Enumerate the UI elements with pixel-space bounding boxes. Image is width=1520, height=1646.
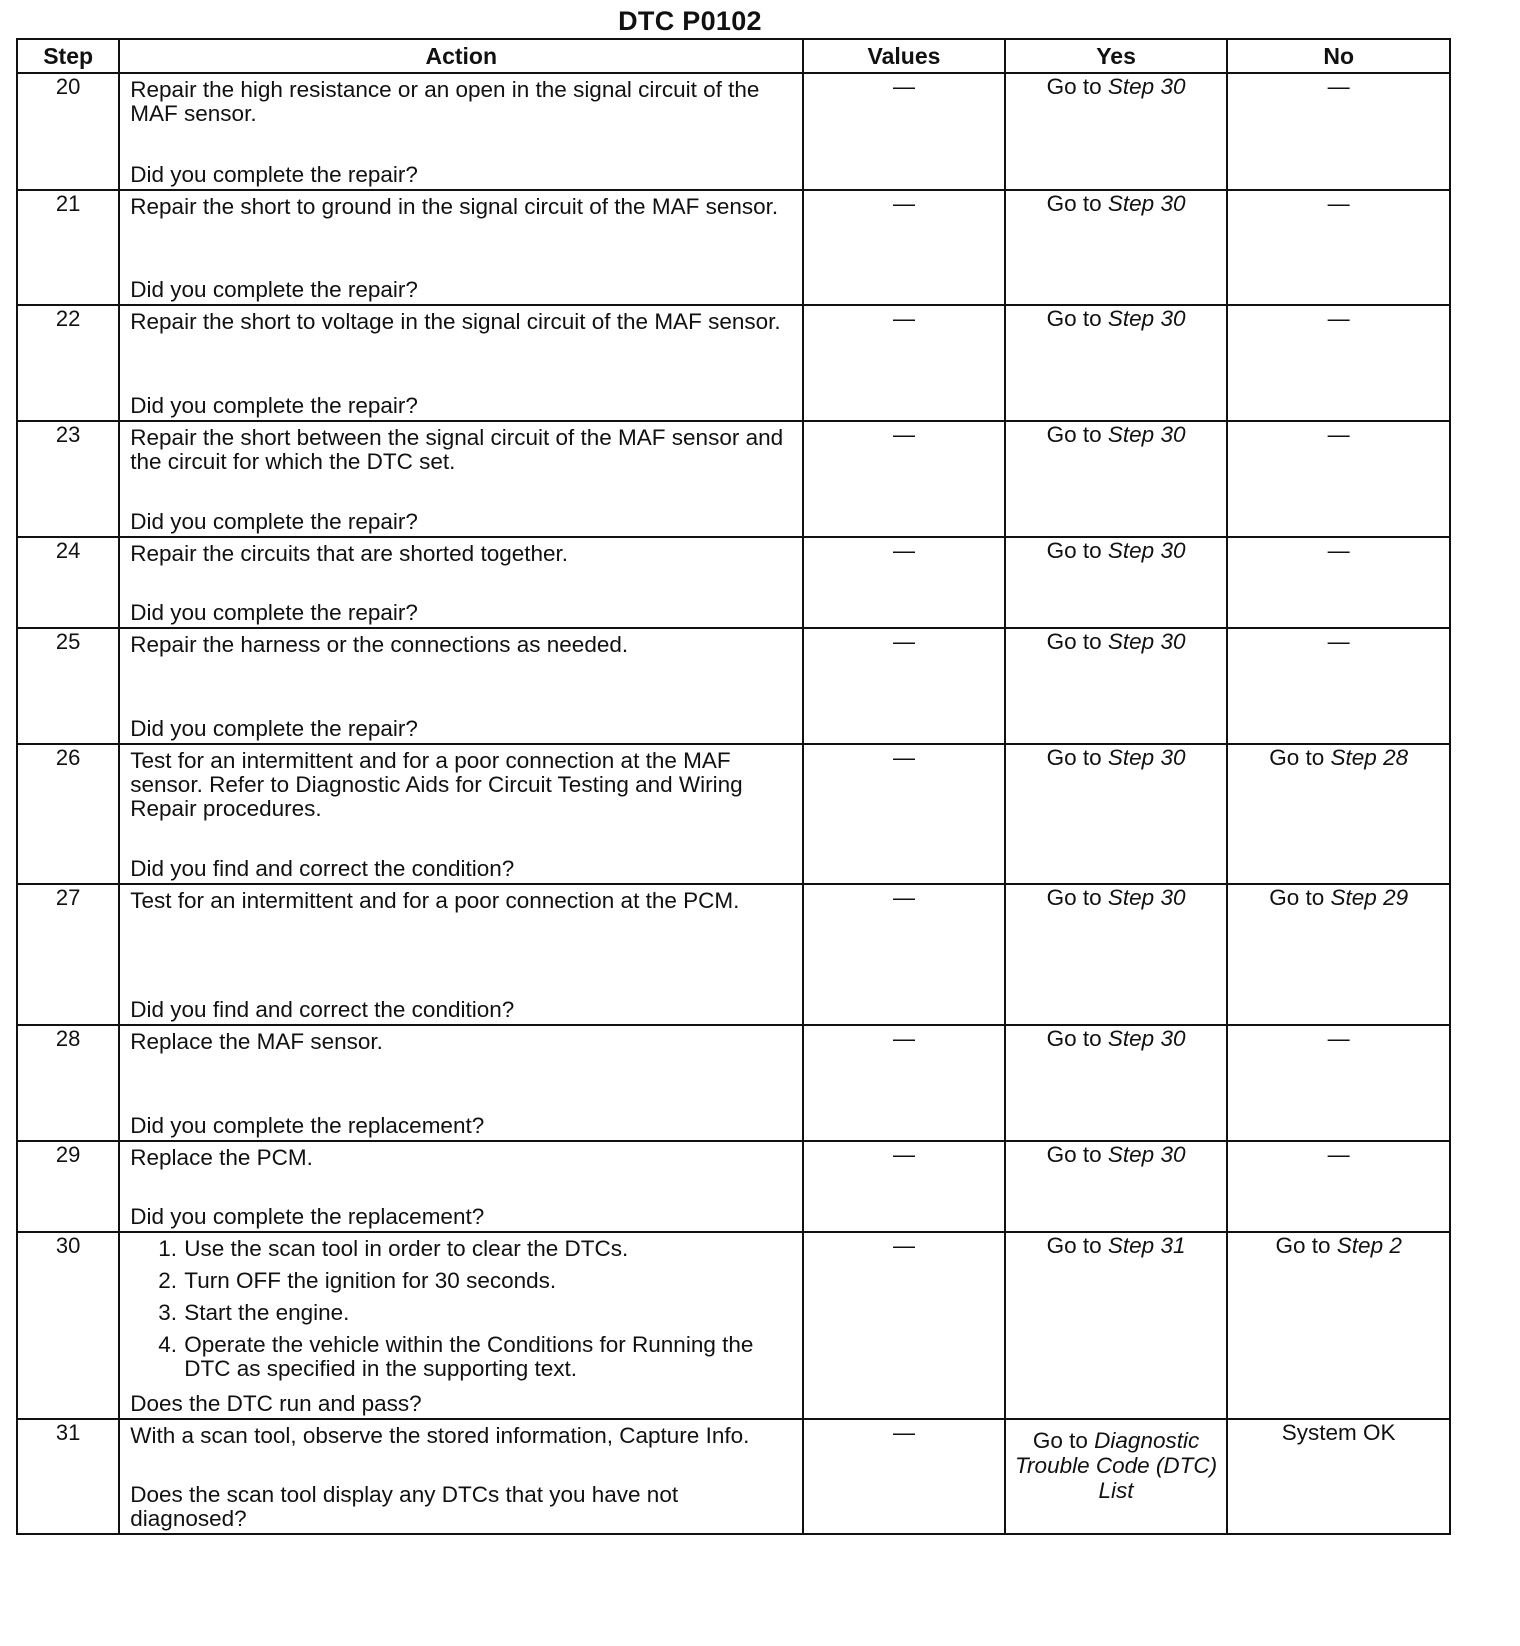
yes-cell (1005, 744, 1228, 884)
action-text: Repair the harness or the connections as needed. (130, 632, 629, 657)
action-text: Replace the PCM. (130, 1145, 313, 1170)
goto-prefix: Go to (1046, 306, 1102, 331)
yes-cell-text (1006, 1142, 1227, 1170)
procedure-item (158, 1269, 794, 1293)
procedure-item-text: Operate the vehicle within the Conditions for Running the DTC as specified in the supporting text. (184, 1332, 754, 1381)
goto-prefix: Go to (1275, 1233, 1331, 1258)
procedure-item-text: Use the scan tool in order to clear the DTCs. (184, 1236, 629, 1261)
yes-cell-text (1006, 1026, 1227, 1054)
action-question: Did you complete the replacement? (130, 1113, 485, 1138)
system-ok-text: System OK (1281, 1420, 1396, 1445)
step-number: 29 (17, 1141, 119, 1232)
procedure-item-text: Turn OFF the ignition for 30 seconds. (184, 1268, 557, 1293)
no-cell: — (1227, 421, 1450, 537)
step-number: 20 (17, 73, 119, 190)
action-question: Did you find and correct the condition? (130, 997, 515, 1022)
action-content (120, 74, 802, 189)
yes-cell (1005, 537, 1228, 628)
header-action: Action (119, 39, 803, 73)
no-cell: — (1227, 628, 1450, 744)
values-cell: — (803, 190, 1005, 305)
goto-step-link[interactable]: Step 30 (1107, 1026, 1186, 1051)
yes-cell-text (1006, 1420, 1227, 1503)
step-number: 23 (17, 421, 119, 537)
no-cell (1227, 884, 1450, 1025)
yes-cell (1005, 73, 1228, 190)
goto-step-link[interactable]: Step 30 (1107, 745, 1186, 770)
goto-prefix: Go to (1269, 745, 1325, 770)
procedure-item-number: 4. (158, 1332, 178, 1357)
yes-cell (1005, 305, 1228, 421)
action-cell (119, 1141, 803, 1232)
yes-cell (1005, 190, 1228, 305)
table-row (17, 1025, 1450, 1141)
goto-prefix: Go to (1046, 422, 1102, 447)
action-content (120, 745, 802, 883)
dtc-table (16, 38, 1451, 1535)
action-question: Does the scan tool display any DTCs that you have not diagnosed? (130, 1482, 679, 1531)
goto-prefix: Go to (1046, 885, 1102, 910)
yes-cell (1005, 421, 1228, 537)
goto-prefix: Go to (1269, 885, 1325, 910)
goto-step-link[interactable]: Step 31 (1107, 1233, 1186, 1258)
yes-cell (1005, 1419, 1228, 1534)
procedure-item (158, 1301, 794, 1325)
values-cell: — (803, 1025, 1005, 1141)
table-header-row (17, 39, 1450, 73)
values-cell: — (803, 1141, 1005, 1232)
goto-prefix: Go to (1046, 1233, 1102, 1258)
step-number: 25 (17, 628, 119, 744)
no-cell (1227, 1232, 1450, 1419)
yes-cell-text (1006, 422, 1227, 450)
table-row (17, 190, 1450, 305)
table-row (17, 305, 1450, 421)
action-question: Did you complete the replacement? (130, 1204, 485, 1229)
table-row (17, 421, 1450, 537)
values-cell: — (803, 73, 1005, 190)
action-question: Does the DTC run and pass? (130, 1391, 422, 1416)
table-row (17, 1419, 1450, 1534)
action-question: Did you complete the repair? (130, 509, 418, 534)
action-question: Did you complete the repair? (130, 277, 418, 302)
yes-cell (1005, 1141, 1228, 1232)
table-row (17, 1141, 1450, 1232)
no-cell: — (1227, 73, 1450, 190)
action-cell (119, 537, 803, 628)
goto-step-link[interactable]: Step 30 (1107, 885, 1186, 910)
yes-cell-text (1006, 191, 1227, 219)
action-content (120, 422, 802, 536)
table-row (17, 537, 1450, 628)
no-cell-text (1228, 885, 1449, 913)
values-cell: — (803, 1419, 1005, 1534)
yes-cell-text (1006, 1233, 1227, 1261)
action-cell (119, 421, 803, 537)
action-cell (119, 744, 803, 884)
procedure-list (130, 1237, 794, 1389)
header-no: No (1227, 39, 1450, 73)
yes-cell (1005, 1025, 1228, 1141)
action-cell (119, 190, 803, 305)
table-row (17, 1232, 1450, 1419)
goto-step-link[interactable]: Step 30 (1107, 422, 1186, 447)
step-number: 26 (17, 744, 119, 884)
goto-step-link[interactable]: Step 30 (1107, 1142, 1186, 1167)
action-question: Did you find and correct the condition? (130, 856, 515, 881)
action-content (120, 306, 802, 420)
goto-dtc-list-link[interactable]: Diagnostic Trouble Code (DTC) List (1014, 1428, 1218, 1503)
step-number: 31 (17, 1419, 119, 1534)
yes-cell-text (1006, 74, 1227, 102)
step-number: 30 (17, 1232, 119, 1419)
header-step: Step (17, 39, 119, 73)
table-body (17, 73, 1450, 1534)
no-cell: — (1227, 305, 1450, 421)
action-text: Test for an intermittent and for a poor connection at the PCM. (130, 888, 740, 913)
action-text: Test for an intermittent and for a poor connection at the MAF sensor. Refer to Diagnostic Aids for Circuit Testing and Wiring Repair procedures. (130, 748, 743, 821)
action-text: Repair the short between the signal circuit of the MAF sensor and the circuit for which the DTC set. (130, 425, 784, 474)
no-cell (1227, 744, 1450, 884)
values-cell: — (803, 1232, 1005, 1419)
no-cell (1227, 1419, 1450, 1534)
action-question: Did you complete the repair? (130, 600, 418, 625)
goto-step-link[interactable]: Step 30 (1107, 74, 1186, 99)
values-cell: — (803, 884, 1005, 1025)
procedure-item-number: 2. (158, 1268, 178, 1293)
no-cell: — (1227, 537, 1450, 628)
action-content (120, 1026, 802, 1140)
goto-prefix: Go to (1046, 538, 1102, 563)
goto-step-link[interactable]: Step 2 (1336, 1233, 1402, 1258)
action-question: Did you complete the repair? (130, 393, 418, 418)
header-yes: Yes (1005, 39, 1228, 73)
table-row (17, 73, 1450, 190)
no-cell: — (1227, 1141, 1450, 1232)
action-content (120, 1233, 802, 1418)
step-number: 22 (17, 305, 119, 421)
action-content (120, 191, 802, 304)
procedure-item (158, 1333, 794, 1381)
step-number: 21 (17, 190, 119, 305)
table-row (17, 628, 1450, 744)
action-content (120, 1142, 802, 1231)
action-question: Did you complete the repair? (130, 162, 418, 187)
procedure-item-number: 1. (158, 1236, 178, 1261)
action-content (120, 885, 802, 1024)
action-text: Replace the MAF sensor. (130, 1029, 383, 1054)
no-cell-text (1228, 745, 1449, 773)
goto-step-link[interactable]: Step 30 (1107, 538, 1186, 563)
step-number: 24 (17, 537, 119, 628)
goto-prefix: Go to (1046, 629, 1102, 654)
yes-cell-text (1006, 885, 1227, 913)
no-cell: — (1227, 1025, 1450, 1141)
action-cell (119, 628, 803, 744)
goto-prefix: Go to (1046, 1142, 1102, 1167)
table-row (17, 884, 1450, 1025)
action-text: Repair the short to voltage in the signal circuit of the MAF sensor. (130, 309, 781, 334)
yes-cell (1005, 1232, 1228, 1419)
action-cell (119, 884, 803, 1025)
action-cell (119, 305, 803, 421)
values-cell: — (803, 421, 1005, 537)
yes-cell-text (1006, 629, 1227, 657)
yes-cell (1005, 884, 1228, 1025)
values-cell: — (803, 628, 1005, 744)
goto-prefix: Go to (1046, 74, 1102, 99)
goto-step-link[interactable]: Step 30 (1107, 191, 1186, 216)
action-question: Did you complete the repair? (130, 716, 418, 741)
action-text: Repair the circuits that are shorted together. (130, 541, 569, 566)
procedure-item-text: Start the engine. (184, 1300, 350, 1325)
action-cell (119, 1419, 803, 1534)
step-number: 28 (17, 1025, 119, 1141)
no-cell: — (1227, 190, 1450, 305)
table-row (17, 744, 1450, 884)
goto-step-link[interactable]: Step 30 (1107, 306, 1186, 331)
action-cell (119, 1025, 803, 1141)
step-number: 27 (17, 884, 119, 1025)
action-text: With a scan tool, observe the stored information, Capture Info. (130, 1423, 750, 1448)
action-content (120, 629, 802, 743)
action-text: Repair the short to ground in the signal circuit of the MAF sensor. (130, 194, 779, 219)
values-cell: — (803, 744, 1005, 884)
page-title: DTC P0102 (618, 6, 762, 36)
yes-cell-text (1006, 538, 1227, 566)
action-cell (119, 73, 803, 190)
goto-step-link[interactable]: Step 29 (1330, 885, 1409, 910)
goto-prefix: Go to (1046, 191, 1102, 216)
goto-prefix: Go to (1046, 745, 1102, 770)
goto-step-link[interactable]: Step 28 (1330, 745, 1409, 770)
action-content (120, 1420, 802, 1533)
procedure-item (158, 1237, 794, 1261)
yes-cell-text (1006, 745, 1227, 773)
values-cell: — (803, 305, 1005, 421)
procedure-item-number: 3. (158, 1300, 178, 1325)
yes-cell-text (1006, 306, 1227, 334)
goto-prefix: Go to (1046, 1026, 1102, 1051)
goto-prefix: Go to (1032, 1428, 1088, 1453)
action-cell (119, 1232, 803, 1419)
action-text: Repair the high resistance or an open in the signal circuit of the MAF sensor. (130, 77, 760, 126)
values-cell: — (803, 537, 1005, 628)
no-cell-text (1228, 1233, 1449, 1261)
action-content (120, 538, 802, 627)
yes-cell (1005, 628, 1228, 744)
header-values: Values (803, 39, 1005, 73)
goto-step-link[interactable]: Step 30 (1107, 629, 1186, 654)
